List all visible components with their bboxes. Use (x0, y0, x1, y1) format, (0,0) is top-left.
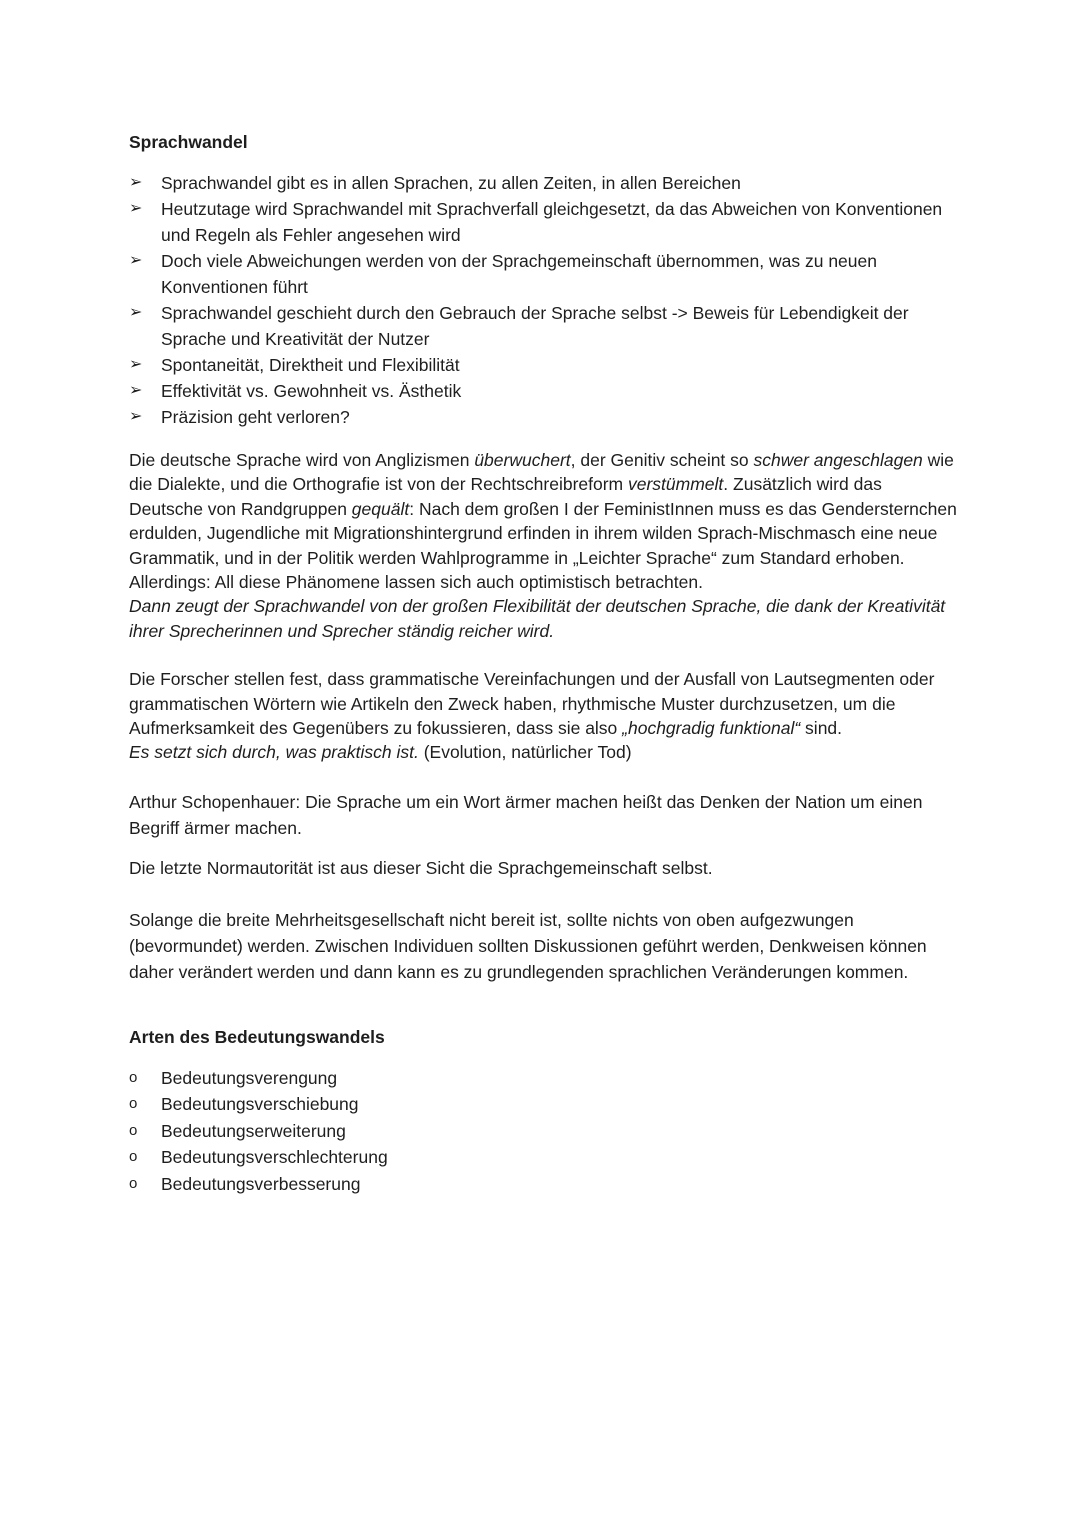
circle-bullet-icon: o (129, 1174, 138, 1192)
list-item: ➢ Präzision geht verloren? (129, 404, 959, 430)
paragraph-normautoritaet: Die letzte Normautorität ist aus dieser Sicht die Sprachgemeinschaft selbst. (129, 857, 713, 878)
circle-bullet-icon: o (129, 1148, 138, 1166)
paragraph-forscher: Die Forscher stellen fest, dass grammatische Vereinfachungen und der Ausfall von Lautsegmenten oder grammatischen Wörtern wie Artikeln den Zweck haben, rhythmische Muster durchzusetzen, um die Aufmerksamkeit des Gegenübers zu fokussieren, dass sie also „hochgradig funktional“ sind. Es setzt sich durch, was praktisch ist. (Evolution, natürlicher Tod) (129, 669, 935, 763)
document-content (129, 130, 959, 1197)
list-item: ➢ Spontaneität, Direktheit und Flexibilität (129, 352, 959, 378)
heading-sprachwandel: Sprachwandel (129, 132, 248, 152)
paragraph-mehrheitsgesellschaft: Solange die breite Mehrheitsgesellschaft nicht bereit ist, sollte nichts von oben aufgezwungen (bevormundet) werden. Zwischen Individuen sollten Diskussionen geführt werden, Denkweisen können daher verändert werden und dann kann es zu grundlegenden sprachlichen Veränderungen kommen. (129, 909, 927, 982)
arrow-bullet-icon: ➢ (129, 304, 143, 321)
arrow-bullet-icon: ➢ (129, 200, 143, 217)
paragraph-schopenhauer-quote: Arthur Schopenhauer: Die Sprache um ein Wort ärmer machen heißt das Denken der Nation um einen Begriff ärmer machen. (129, 791, 923, 838)
list-item: ➢ Doch viele Abweichungen werden von der Sprachgemeinschaft übernommen, was zu neuen Konventionen führt (129, 248, 959, 300)
list-item: o Bedeutungsverschiebung (129, 1091, 959, 1118)
sprachwandel-bullet-list (129, 170, 959, 430)
list-item: o Bedeutungsverschlechterung (129, 1144, 959, 1171)
heading-arten-bedeutungswandel: Arten des Bedeutungswandels (129, 1026, 385, 1047)
arrow-bullet-icon: ➢ (129, 382, 143, 399)
circle-bullet-icon: o (129, 1068, 138, 1086)
list-item: ➢ Sprachwandel gibt es in allen Sprachen, zu allen Zeiten, in allen Bereichen (129, 170, 959, 196)
circle-bullet-icon: o (129, 1121, 138, 1139)
list-item: ➢ Heutzutage wird Sprachwandel mit Sprachverfall gleichgesetzt, da das Abweichen von Konventionen und Regeln als Fehler angesehen wird (129, 196, 959, 248)
arrow-bullet-icon: ➢ (129, 408, 143, 425)
list-item: o Bedeutungserweiterung (129, 1118, 959, 1145)
bedeutungswandel-list (129, 1065, 959, 1198)
list-item: o Bedeutungsverengung (129, 1065, 959, 1092)
list-item: ➢ Effektivität vs. Gewohnheit vs. Ästhetik (129, 378, 959, 404)
list-item: o Bedeutungsverbesserung (129, 1171, 959, 1198)
arrow-bullet-icon: ➢ (129, 174, 143, 191)
circle-bullet-icon: o (129, 1095, 138, 1113)
arrow-bullet-icon: ➢ (129, 356, 143, 373)
paragraph-anglizismen: Die deutsche Sprache wird von Anglizismen überwuchert, der Genitiv scheint so schwer angeschlagen wie die Dialekte, und die Orthografie ist von der Rechtschreibreform verstümmelt. Zusätzlich wird das Deutsche von Randgruppen gequält: Nach dem großen I der FeministInnen muss es das Gendersternchen erdulden, Jugendliche mit Migrationshintergrund erfinden in ihrem wilden Sprach-Mischmasch eine neue Grammatik, und in der Politik werden Wahlprogramme in „Leichter Sprache“ zum Standard erhoben. Allerdings: All diese Phänomene lassen sich auch optimistisch betrachten. Dann zeugt der Sprachwandel von der großen Flexibilität der deutschen Sprache, die dank der Kreativität ihrer Sprecherinnen und Sprecher ständig reicher wird. (129, 450, 957, 641)
list-item: ➢ Sprachwandel geschieht durch den Gebrauch der Sprache selbst -> Beweis für Lebendigkeit der Sprache und Kreativität der Nutzer (129, 300, 959, 352)
arrow-bullet-icon: ➢ (129, 252, 143, 269)
